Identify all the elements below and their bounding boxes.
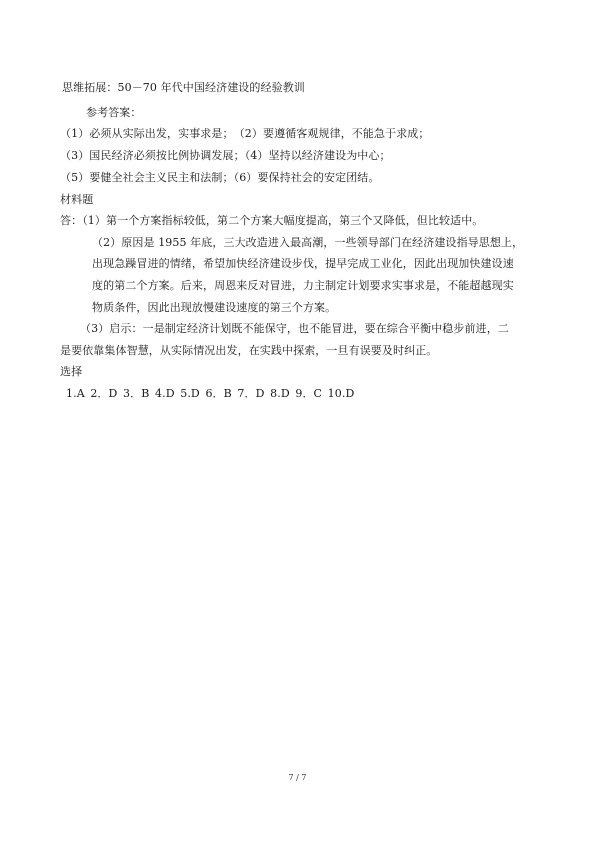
material-answer-2c: 度的第二个方案。后来，周恩来反对冒进，力主制定计划要求实事求是，不能超越现实 — [92, 279, 514, 292]
choice-answers: 1.A 2．D 3．B 4.D 5.D 6．B 7．D 8.D 9．C 10.D — [66, 387, 355, 400]
section-title-choice: 选择 — [60, 365, 83, 378]
material-answer-2b: 出现急躁冒进的情绪，希望加快经济建设步伐，提早完成工业化，因此出现加快建设速 — [92, 257, 514, 270]
answer-line-2: （3）国民经济必须按比例协调发展；（4）坚持以经济建设为中心； — [60, 149, 391, 162]
material-answer-3a: （3）启示：一是制定经济计划既不能保守，也不能冒进，要在综合平衡中稳步前进，二 — [80, 322, 509, 335]
reference-answer-label: 参考答案： — [86, 106, 142, 119]
page-number: 7 / 7 — [288, 773, 307, 782]
section-title-material: 材料题 — [60, 193, 94, 206]
section-title-thinking-expansion: 思维拓展：50－70 年代中国经济建设的经验教训 — [62, 81, 305, 94]
answer-line-3: （5）要健全社会主义民主和法制；（6）要保持社会的安定团结。 — [60, 171, 380, 184]
answer-line-1: （1）必须从实际出发，实事求是； （2）要遵循客观规律，不能急于求成； — [60, 127, 430, 140]
material-answer-3b: 是要依靠集体智慧，从实际情况出发，在实践中探索，一旦有误要及时纠正。 — [60, 344, 438, 357]
material-answer-2d: 物质条件，因此出现放慢建设速度的第三个方案。 — [92, 301, 337, 314]
material-answer-1: 答：（1）第一个方案指标较低，第二个方案大幅度提高，第三个又降低，但比较适中。 — [60, 214, 484, 227]
material-answer-2a: （2）原因是 1955 年底，三大改造进入最高潮，一些领导部门在经济建设指导思想上， — [92, 236, 524, 249]
